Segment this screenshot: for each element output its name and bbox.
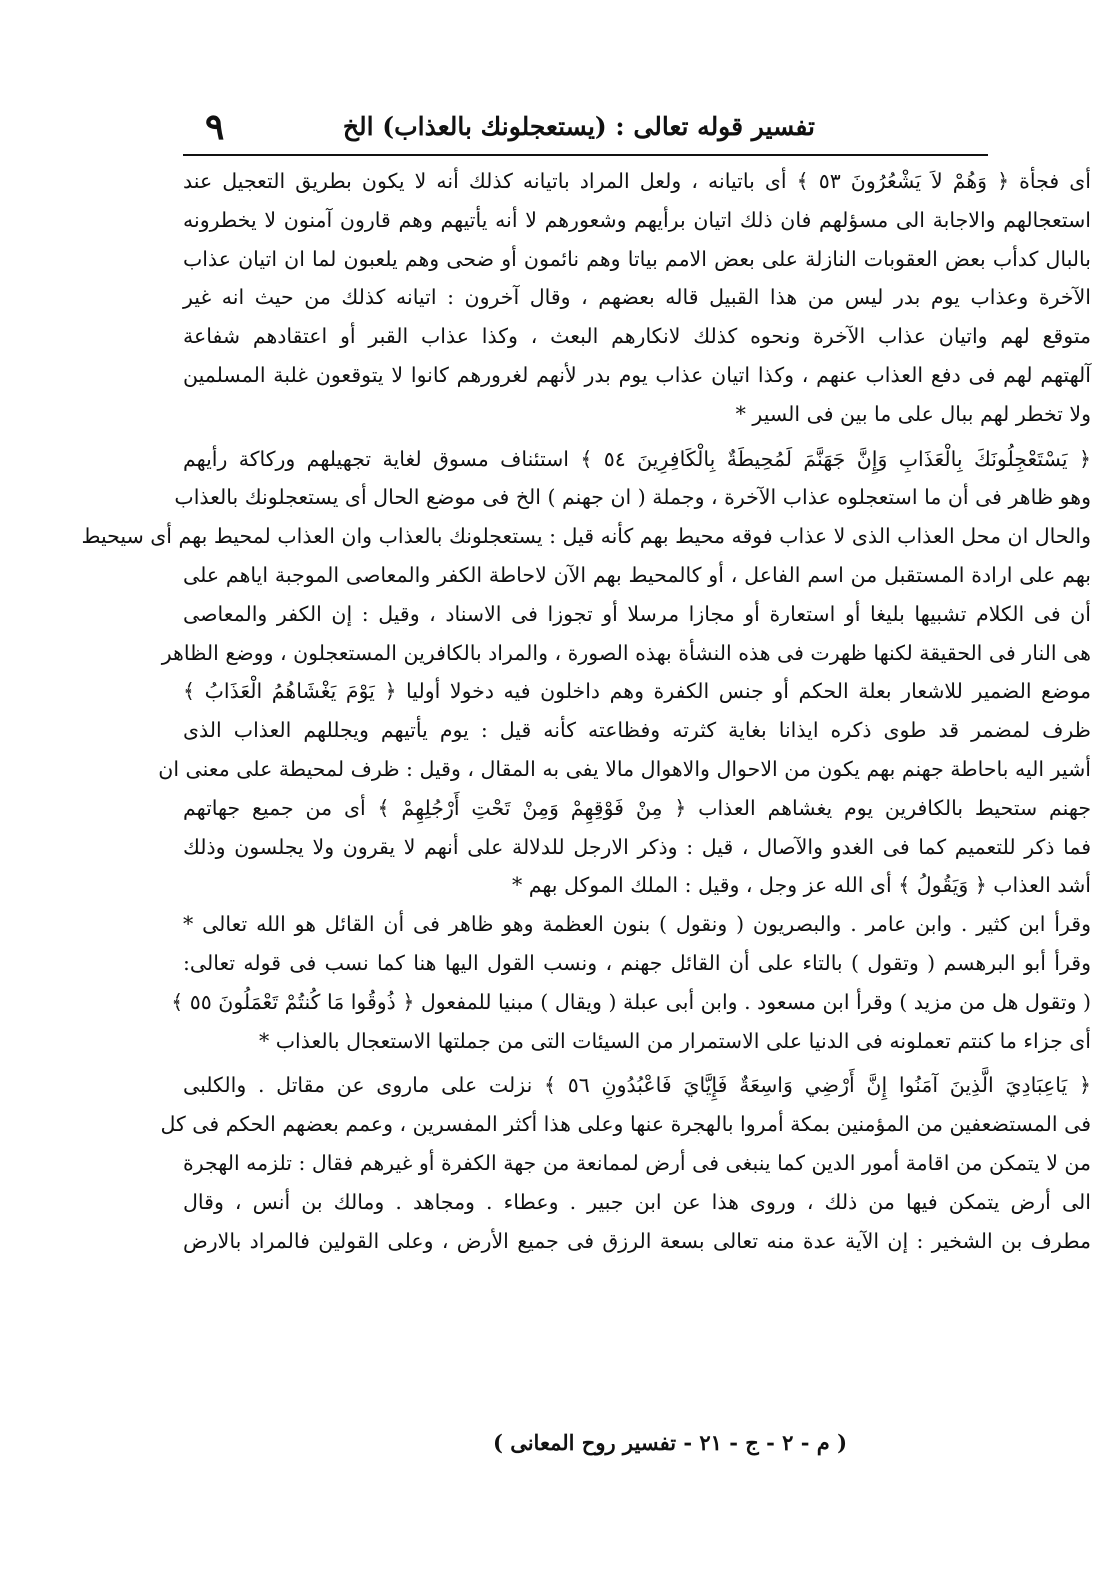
page-header: [160, 106, 990, 152]
text-line: آلهتهم لهم فى دفع العذاب عنهم ، وكذا اتيان عذاب يوم بدر لأنهم لغرورهم كانوا لا يتوقعون غلبة المسلمين: [183, 362, 1091, 387]
text-line: من لا يتمكن من اقامة أمور الدين كما ينبغى فى أرض لممانعة من جهة الكفرة أو غيرهم فقال : تلزمه الهجرة: [182, 1150, 1091, 1175]
text-line: وقرأ أبو البرهسم ( وتقول ) بالتاء على أن القائل جهنم ، ونسب القول اليها هنا كما نسب فى قوله تعالى:: [183, 950, 1091, 975]
text-line: فما ذكر للتعميم كما فى الغدو والآصال ، قيل : وذكر الارجل للدلالة على أنهم لا يقرون ولا يجلسون وذلك: [183, 834, 1091, 859]
header-rule: [183, 154, 988, 156]
text-line: ﴿ يَسْتَعْجِلُونَكَ بِالْعَذَابِ وَإِنَّ جَهَنَّمَ لَمُحِيطَةٌ بِالْكَافِرِينَ ٥٤ ﴾ استئناف مسوق لغاية تجهيلهم وركاكة رأيهم: [183, 446, 1091, 471]
page-footer: ( م - ٢ - ج - ٢١ - تفسير روح المعانى ): [492, 1430, 848, 1455]
page-number: ٩: [205, 106, 225, 148]
text-line: استعجالهم والاجابة الى مسؤلهم فان ذلك اتيان برأيهم وشعورهم لا أنه يأتيهم وهم قارون آمنون لا يخطرونه: [183, 207, 1091, 232]
text-line: ( وتقول هل من مزيد ) وقرأ ابن مسعود . وابن أبى عبلة ( ويقال ) مبنيا للمفعول ﴿ ذُوقُوا مَا كُنتُمْ تَعْمَلُونَ ٥٥ ﴾: [171, 989, 1091, 1014]
running-head: تفسير قوله تعالى : (يستعجلونك بالعذاب) الخ: [342, 112, 815, 141]
text-line: الآخرة وعذاب يوم بدر ليس من هذا القبيل قاله بعضهم ، وقال آخرون : اتيانه كذلك من حيث انه غير: [183, 285, 1091, 310]
text-line: بهم على ارادة المستقبل من اسم الفاعل ، أو كالمحيط بهم الآن لاحاطة الكفر والمعاصى الموجبة اياهم على: [183, 562, 1091, 587]
text-line: فى المستضعفين من المؤمنين بمكة أمروا بالهجرة عنها وعلى هذا أكثر المفسرين ، وعمم بعضهم الحكم فى كل: [160, 1112, 1091, 1137]
body-text: [81, 162, 1091, 1260]
text-line: ﴿ يَاعِبَادِيَ الَّذِينَ آمَنُوا إِنَّ أَرْضِي وَاسِعَةٌ فَإِيَّايَ فَاعْبُدُونِ ٥٦ ﴾ نزلت على ماروى عن مقاتل . والكلبى: [183, 1073, 1091, 1098]
text-line: هى النار فى الحقيقة لكنها ظهرت فى هذه النشأة بهذه الصورة ، والمراد بالكافرين المستعجلون ، ووضع الظاهر: [161, 640, 1091, 665]
text-line: مطرف بن الشخير : إن الآية عدة منه تعالى بسعة الرزق فى جميع الأرض ، وعلى القولين فالمراد بالارض: [183, 1228, 1091, 1253]
text-line: أن فى الكلام تشبيها بليغا أو استعارة أو مجازا مرسلا أو تجوزا فى الاسناد ، وقيل : إن الكفر والمعاصى: [183, 601, 1091, 626]
text-line: ولا تخطر لهم ببال على ما بين فى السير *: [735, 401, 1091, 426]
text-line: أى فجأة ﴿ وَهُمْ لاَ يَشْعُرُونَ ٥٣ ﴾ أى باتيانه ، ولعل المراد باتيانه كذلك أنه لا يكون بطريق التعجيل عند: [183, 169, 1091, 193]
text-line: أى جزاء ما كنتم تعملونه فى الدنيا على الاستمرار من السيئات التى من جملتها الاستعجال بالعذاب *: [258, 1028, 1091, 1053]
text-line: موضع الضمير للاشعار بعلة الحكم أو جنس الكفرة وهم داخلون فيه دخولا أوليا ﴿ يَوْمَ يَغْشَاهُمُ الْعَذَابُ ﴾: [183, 679, 1091, 704]
text-line: وهو ظاهر فى أن ما استعجلوه عذاب الآخرة ، وجملة ( ان جهنم ) الخ فى موضع الحال أى يستعجلونك بالعذاب: [174, 485, 1091, 510]
text-line: بالبال كدأب بعض العقوبات النازلة على بعض الامم بياتا وهم نائمون أو ضحى وهم يلعبون لما ان اتيان عذاب: [183, 246, 1091, 271]
text-line: ظرف لمضمر قد طوى ذكره ايذانا بغاية كثرته وفظاعته كأنه قيل : يوم يأتيهم ويجللهم العذاب الذى: [183, 718, 1091, 743]
text-line: متوقع لهم واتيان عذاب الآخرة ونحوه كذلك لانكارهم البعث ، وكذا عذاب القبر أو اعتقادهم شفاعة: [183, 324, 1091, 349]
text-line: أشد العذاب ﴿ وَيَقُولُ ﴾ أى الله عز وجل ، وقيل : الملك الموكل بهم *: [511, 873, 1091, 898]
text-line: والحال ان محل العذاب الذى لا عذاب فوقه محيط بهم كأنه قيل : يستعجلونك بالعذاب وان العذاب لمحيط بهم أى سيحيط: [81, 524, 1091, 549]
text-line: أشير اليه باحاطة جهنم بهم يكون من الاحوال والاهوال مالا يفى به المقال ، وقيل : ظرف لمحيطة على معنى ان: [158, 756, 1091, 781]
text-line: الى أرض يتمكن فيها من ذلك ، وروى هذا عن ابن جبير . وعطاء . ومجاهد . ومالك بن أنس ، وقال: [183, 1189, 1091, 1214]
text-line: وقرأ ابن كثير . وابن عامر . والبصريون ( ونقول ) بنون العظمة وهو ظاهر فى أن القائل هو الله تعالى *: [183, 912, 1091, 937]
text-line: جهنم ستحيط بالكافرين يوم يغشاهم العذاب ﴿ مِنْ فَوْقِهِمْ وَمِنْ تَحْتِ أَرْجُلِهِمْ ﴾ أى من جميع جهاتهم: [183, 795, 1091, 820]
